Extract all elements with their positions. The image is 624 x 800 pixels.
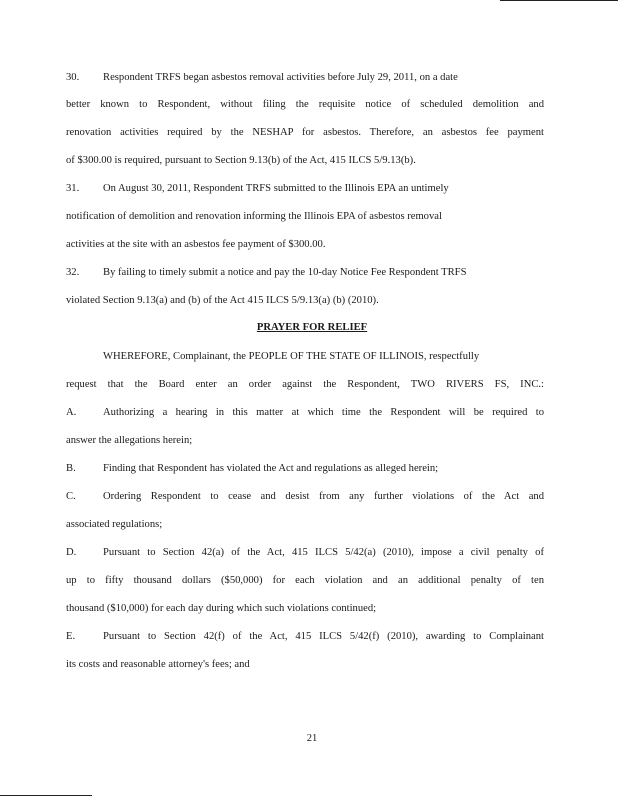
item-label: D. <box>66 547 77 558</box>
prayer-item-e: E. Pursuant to Section 42(f) of the Act, 415 ILCS 5/42(f) (2010), awarding to Complainant <box>66 631 544 642</box>
paragraph-30-line-3: renovation activities required by the NESHAP for asbestos. Therefore, an asbestos fee payment <box>66 127 544 138</box>
prayer-item-d-line-3: thousand ($10,000) for each day during which such violations continued; <box>66 603 377 614</box>
page-number: 21 <box>306 733 318 744</box>
prayer-item-c: C. Ordering Respondent to cease and desist from any further violations of the Act and <box>66 491 544 502</box>
paragraph-30-line-4: of $300.00 is required, pursuant to Section 9.13(b) of the Act, 415 ILCS 5/9.13(b). <box>66 155 416 166</box>
prayer-item-c-line-2: associated regulations; <box>66 519 163 530</box>
paragraph-32-line-2: violated Section 9.13(a) and (b) of the Act 415 ILCS 5/9.13(a) (b) (2010). <box>66 295 379 306</box>
section-heading: PRAYER FOR RELIEF <box>256 322 368 333</box>
paragraph-number: 31. <box>66 183 80 194</box>
prayer-item-d: D. Pursuant to Section 42(a) of the Act, 415 ILCS 5/42(a) (2010), impose a civil penalty of <box>66 547 544 558</box>
item-label: C. <box>66 491 76 502</box>
wherefore-line-2: request that the Board enter an order against the Respondent, TWO RIVERS FS, INC.: <box>66 379 544 390</box>
prayer-item-b: B. Finding that Respondent has violated the Act and regulations as alleged herein; <box>66 463 439 474</box>
paragraph-32-line-1: 32. By failing to timely submit a notice and pay the 10-day Notice Fee Respondent TRFS <box>66 267 467 278</box>
bottom-rule <box>0 795 92 796</box>
item-label: E. <box>66 631 76 642</box>
item-label: A. <box>66 407 77 418</box>
paragraph-31-line-3: activities at the site with an asbestos fee payment of $300.00. <box>66 239 326 250</box>
paragraph-31-line-2: notification of demolition and renovation informing the Illinois EPA of asbestos removal <box>66 211 442 222</box>
paragraph-number: 30. <box>66 72 80 83</box>
wherefore-line-1: WHEREFORE, Complainant, the PEOPLE OF THE STATE OF ILLINOIS, respectfully <box>103 351 480 362</box>
paragraph-30-line-2: better known to Respondent, without filing the requisite notice of scheduled demolition and <box>66 99 544 110</box>
top-rule <box>500 0 618 1</box>
paragraph-30-line-1: 30. Respondent TRFS began asbestos removal activities before July 29, 2011, on a date <box>66 72 458 83</box>
paragraph-31-line-1: 31. On August 30, 2011, Respondent TRFS submitted to the Illinois EPA an untimely <box>66 183 449 194</box>
prayer-item-a-line-2: answer the allegations herein; <box>66 435 193 446</box>
prayer-item-a: A. Authorizing a hearing in this matter at which time the Respondent will be required to <box>66 407 544 418</box>
prayer-item-d-line-2: up to fifty thousand dollars ($50,000) for each violation and an additional penalty of ten <box>66 575 544 586</box>
prayer-item-e-line-2: its costs and reasonable attorney's fees; and <box>66 659 250 670</box>
item-label: B. <box>66 463 76 474</box>
paragraph-number: 32. <box>66 267 80 278</box>
